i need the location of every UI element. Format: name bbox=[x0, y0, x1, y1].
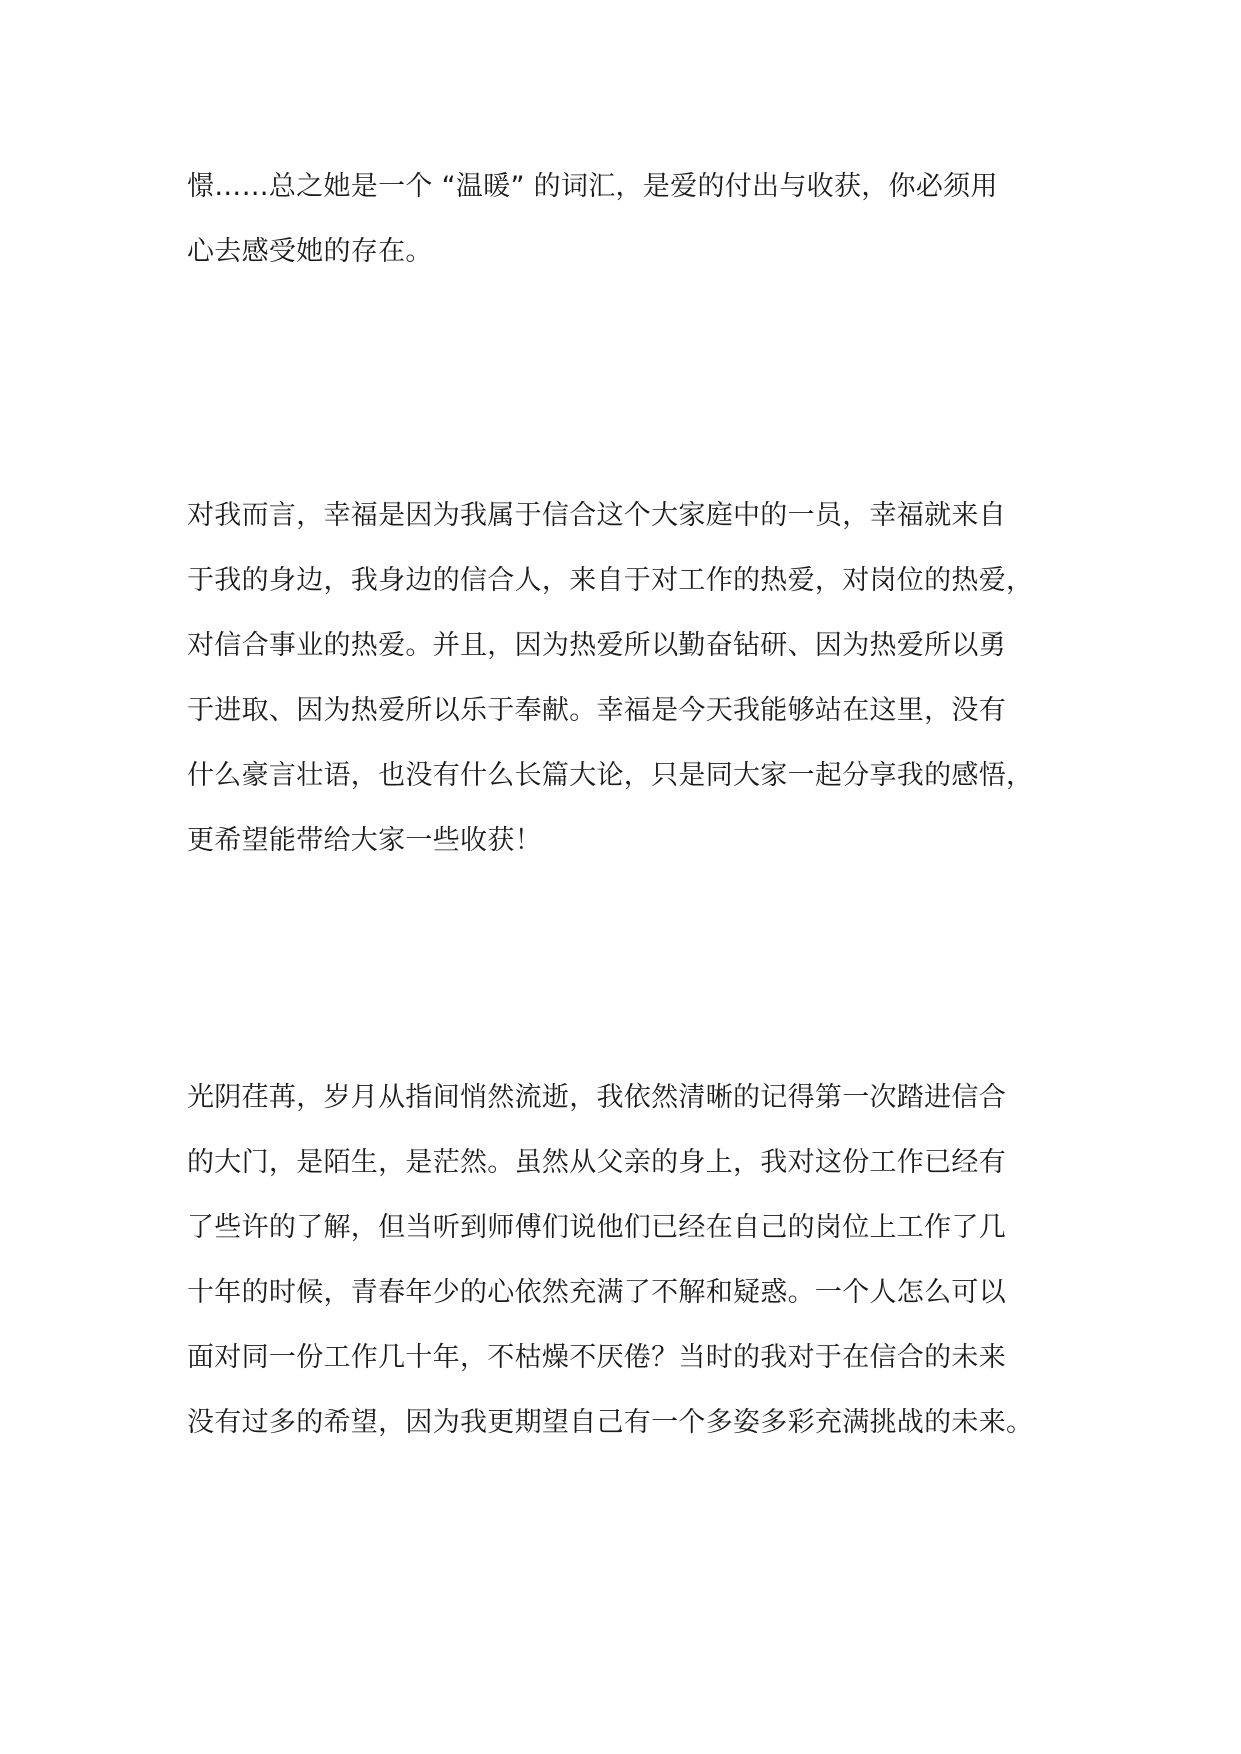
paragraph-happiness bbox=[187, 483, 1067, 873]
text-line: 于进取、因为热爱所以乐于奉献。幸福是今天我能够站在这里，没有 bbox=[187, 695, 1006, 726]
text-line: 更希望能带给大家一些收获！ bbox=[187, 825, 542, 856]
text-line: 光阴荏苒，岁月从指间悄然流逝，我依然清晰的记得第一次踏进信合 bbox=[187, 1082, 1006, 1113]
text-line: 了些许的了解，但当听到师傅们说他们已经在自己的岗位上工作了几 bbox=[187, 1212, 1006, 1243]
text-line: 什么豪言壮语，也没有什么长篇大论，只是同大家一起分享我的感悟， bbox=[187, 760, 1034, 791]
text-line: 十年的时候，青春年少的心依然充满了不解和疑惑。一个人怎么可以 bbox=[187, 1277, 1006, 1308]
paragraph-warmth bbox=[187, 154, 1067, 284]
text-line: 心去感受她的存在。 bbox=[187, 236, 433, 267]
text-line: 憬……总之她是一个 “温暖” 的词汇，是爱的付出与收获，你必须用 bbox=[187, 171, 998, 202]
text-line: 的大门，是陌生，是茫然。虽然从父亲的身上，我对这份工作已经有 bbox=[187, 1147, 1006, 1178]
text-line: 对信合事业的热爱。并且，因为热爱所以勤奋钻研、因为热爱所以勇 bbox=[187, 630, 1006, 661]
text-line: 面对同一份工作几十年，不枯燥不厌倦？当时的我对于在信合的未来 bbox=[187, 1342, 1006, 1373]
paragraph-time-passes bbox=[187, 1065, 1067, 1455]
text-line: 没有过多的希望，因为我更期望自己有一个多姿多彩充满挑战的未来。 bbox=[187, 1407, 1034, 1438]
text-line: 对我而言，幸福是因为我属于信合这个大家庭中的一员，幸福就来自 bbox=[187, 500, 1006, 531]
text-line: 于我的身边，我身边的信合人，来自于对工作的热爱，对岗位的热爱， bbox=[187, 565, 1034, 596]
